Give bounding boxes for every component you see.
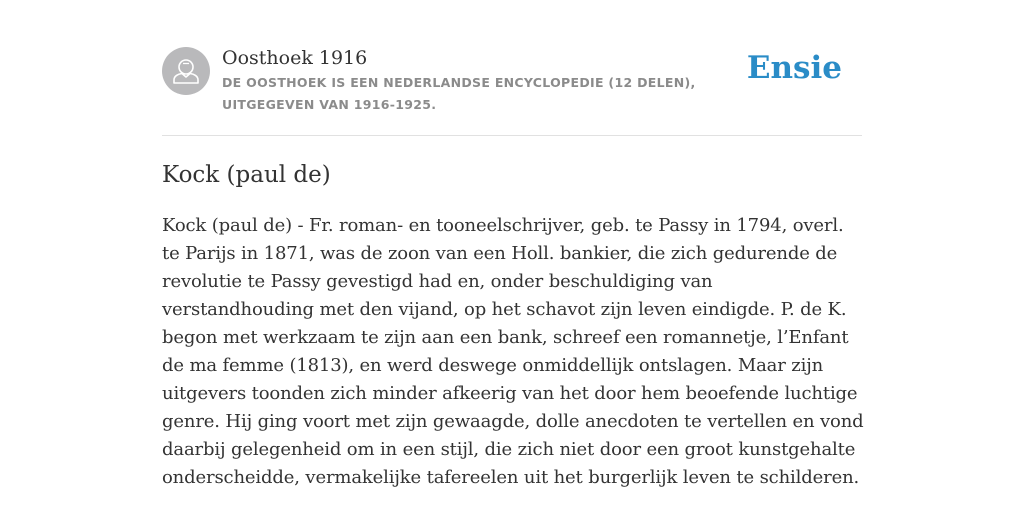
source-title[interactable]: Oosthoek 1916 [222, 47, 368, 69]
entry-title: Kock (paul de) [162, 162, 331, 188]
source-header [162, 44, 862, 136]
source-description: DE OOSTHOEK IS EEN NEDERLANDSE ENCYCLOPEDIE (12 DELEN), UITGEGEVEN VAN 1916-1925. [222, 75, 696, 112]
entry-body: Kock (paul de) - Fr. roman- en tooneelschrijver, geb. te Passy in 1794, overl. te Parijs in 1871, was de zoon van een Holl. bankier, die zich gedurende de revolutie te Passy gevestigd had en, onder beschuldiging van verstandhouding met den vijand, op het schavot zijn leven eindigde. P. de K. begon met werkzaam te zijn aan een bank, schreef een romannetje, l’Enfant de ma femme (1813), en werd deswege onmiddellijk ontslagen. Maar zijn uitgevers toonden zich minder afkeerig van het door hem beoefende luchtige genre. Hij ging voort met zijn gewaagde, dolle anecdoten te vertellen en vond daarbij gelegenheid om in een stijl, die zich niet door een groot kunstgehalte onderscheidde, vermakelijke tafereelen uit het burgerlijk leven te schilderen. [162, 215, 864, 488]
avatar[interactable] [162, 47, 210, 95]
header-divider [162, 135, 862, 136]
ensie-logo[interactable]: Ensie [746, 50, 842, 86]
person-icon [162, 47, 210, 95]
source-info [222, 44, 762, 116]
